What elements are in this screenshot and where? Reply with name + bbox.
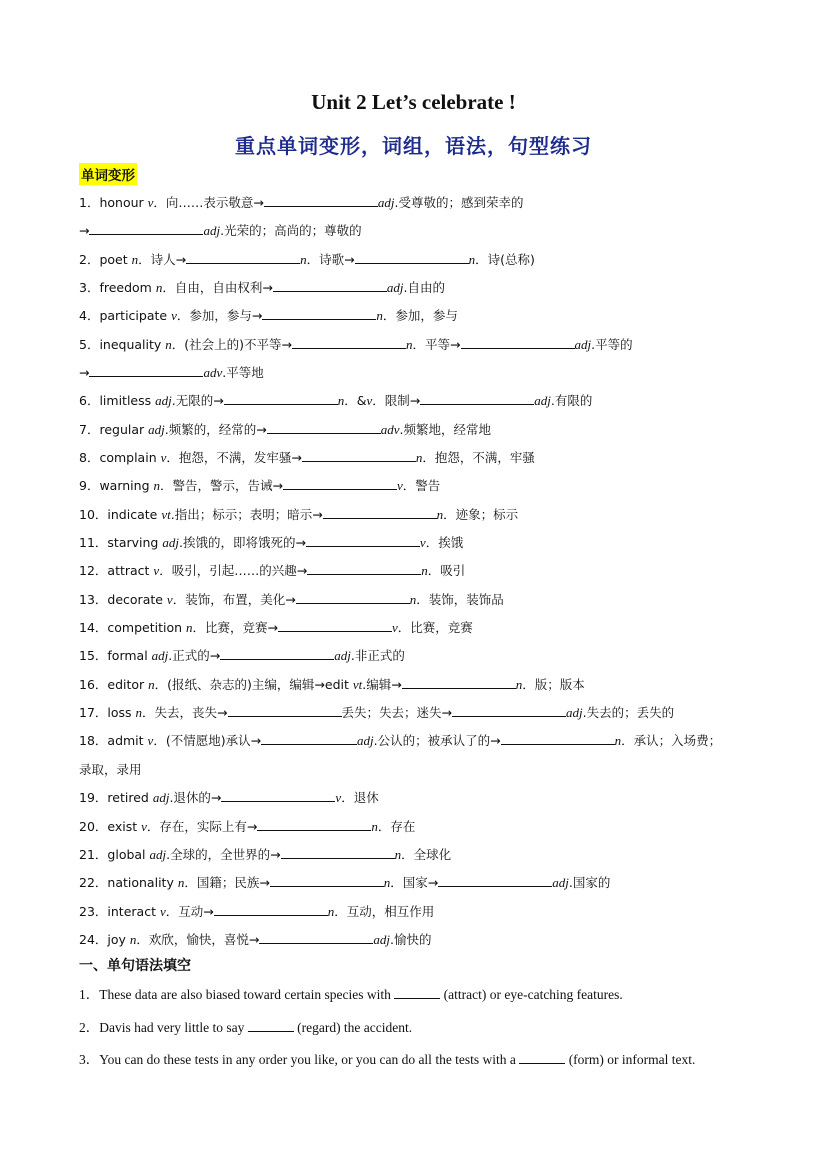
part-of-speech: adj	[155, 393, 172, 408]
answer-blank[interactable]	[264, 194, 378, 207]
row-text: 21．global	[79, 847, 150, 862]
answer-blank[interactable]	[278, 619, 392, 632]
row-text: .	[390, 932, 394, 947]
row-text: ．警告	[402, 478, 441, 493]
row-text: 23．interact	[79, 904, 160, 919]
part-of-speech: n	[436, 507, 444, 522]
row-text: 22．nationality	[79, 875, 178, 890]
row-text: .	[220, 223, 225, 238]
row-text: ．全球化	[401, 847, 452, 862]
exercise-hint: (regard) the accident.	[293, 1020, 413, 1035]
exercise-item	[79, 983, 623, 1003]
part-of-speech: n	[383, 875, 391, 890]
row-text: 18．admit	[79, 733, 148, 748]
answer-blank[interactable]	[438, 874, 552, 887]
row-text: ．国籍；民族→	[184, 875, 270, 890]
row-text: .	[568, 875, 573, 890]
part-of-speech: n	[300, 252, 307, 267]
answer-blank[interactable]	[402, 676, 516, 689]
answer-blank[interactable]	[259, 931, 373, 944]
part-of-speech: adj	[203, 223, 221, 238]
exercise-number: 2．	[79, 1020, 100, 1035]
part-of-speech: v	[419, 535, 426, 550]
page-title: Unit 2 Let’s celebrate !	[311, 90, 516, 114]
answer-blank[interactable]	[224, 392, 338, 405]
word-form-row-l17	[79, 704, 674, 722]
word-form-row-l9	[79, 477, 440, 495]
row-text: ．参加，参与	[382, 308, 458, 323]
row-text: 录取，录用	[79, 762, 142, 777]
row-text: .	[591, 337, 596, 352]
row-text: ．装饰，装饰品	[416, 592, 504, 607]
part-of-speech: n	[394, 847, 402, 862]
answer-blank[interactable]	[267, 421, 381, 434]
part-of-speech: n	[135, 705, 143, 720]
row-text: .	[394, 195, 399, 210]
part-of-speech: v	[147, 733, 154, 748]
word-form-row-l6	[79, 392, 592, 410]
row-text: .	[166, 847, 171, 862]
row-text: .	[550, 393, 555, 408]
word-form-row-l10	[79, 506, 518, 524]
answer-blank[interactable]	[270, 874, 384, 887]
row-text: ．迹象；标示	[443, 507, 519, 522]
word-form-row-l14	[79, 619, 473, 637]
part-of-speech: n	[515, 677, 523, 692]
row-text: ．挨饿	[425, 535, 464, 550]
row-text: 编辑→	[366, 677, 402, 692]
part-of-speech: n	[155, 280, 163, 295]
row-text: ．国家→	[390, 875, 439, 890]
exercise-text: Davis had very little to say	[99, 1020, 248, 1035]
row-text: ．平等→	[412, 337, 461, 352]
row-text: ．&	[344, 393, 367, 408]
row-text: ．(社会上的)不平等→	[171, 337, 293, 352]
row-text: 5．inequality	[79, 337, 166, 352]
word-form-row-l16	[79, 676, 585, 694]
answer-blank[interactable]	[248, 1019, 294, 1032]
part-of-speech: n	[177, 875, 185, 890]
part-of-speech: v	[147, 195, 154, 210]
answer-blank[interactable]	[283, 477, 397, 490]
row-text: 退休的→	[173, 790, 222, 805]
answer-blank[interactable]	[89, 222, 203, 235]
row-text: 非正式的	[354, 648, 405, 663]
row-text: 挨饿的，即将饿死的→	[182, 535, 306, 550]
row-text: 13．decorate	[79, 592, 167, 607]
part-of-speech: n	[327, 904, 335, 919]
row-text: 4．participate	[79, 308, 172, 323]
row-text: 光荣的；高尚的；尊敬的	[224, 223, 362, 238]
row-text: ．向……表示敬意→	[153, 195, 264, 210]
row-text: ．抱怨，不满，发牢骚→	[166, 450, 302, 465]
part-of-speech: v	[171, 308, 177, 323]
row-text: 16．editor	[79, 677, 149, 692]
part-of-speech: adj	[151, 648, 169, 663]
row-text: 3．freedom	[79, 280, 156, 295]
word-form-row-l7	[79, 421, 491, 439]
part-of-speech: n	[148, 677, 155, 692]
row-text: 公认的；被承认了的→	[377, 733, 501, 748]
row-text: ．(报纸、杂志的)主编，编辑→edit	[154, 677, 353, 692]
row-text: 无限的→	[175, 393, 224, 408]
row-text: 9．warning	[79, 478, 154, 493]
row-text: 愉快的	[394, 932, 432, 947]
answer-blank[interactable]	[257, 818, 371, 831]
page-subtitle: 重点单词变形，词组，语法，句型练习	[235, 134, 592, 158]
row-text: 20．exist	[79, 819, 142, 834]
part-of-speech: vt	[352, 677, 363, 692]
answer-blank[interactable]	[262, 307, 376, 320]
answer-blank[interactable]	[501, 732, 615, 745]
part-of-speech: adj	[377, 195, 395, 210]
row-text: ．抱怨，不满，牢骚	[422, 450, 535, 465]
row-text: ．吸引，引起……的兴趣→	[159, 563, 308, 578]
answer-blank[interactable]	[307, 562, 421, 575]
answer-blank[interactable]	[394, 986, 440, 999]
answer-blank[interactable]	[292, 336, 406, 349]
part-of-speech: n	[468, 252, 476, 267]
answer-blank[interactable]	[323, 506, 437, 519]
part-of-speech: adj	[566, 705, 583, 720]
part-of-speech: adj	[334, 648, 351, 663]
row-text: ．诗人→	[138, 252, 187, 267]
part-of-speech: v	[153, 563, 160, 578]
row-text: ．互动，相互作用	[334, 904, 435, 919]
row-text: 7．regular	[79, 422, 149, 437]
part-of-speech: n	[165, 337, 172, 352]
word-form-row-l4	[79, 307, 458, 325]
row-text: ．失去，丧失→	[142, 705, 228, 720]
part-of-speech: v	[159, 904, 166, 919]
word-form-row-l13	[79, 591, 504, 609]
row-text: .	[164, 422, 169, 437]
part-of-speech: n	[131, 252, 139, 267]
row-text: .	[582, 705, 587, 720]
row-text: ．警告，警示，告诫→	[159, 478, 283, 493]
section-heading-grammar: 一、单句语法填空	[79, 958, 191, 974]
answer-blank[interactable]	[306, 534, 420, 547]
exercise-item	[79, 1016, 412, 1036]
row-text: .	[222, 365, 227, 380]
answer-blank[interactable]	[220, 647, 334, 660]
row-text: .	[373, 733, 378, 748]
row-text: ．诗歌→	[306, 252, 355, 267]
row-text: ．限制→	[372, 393, 421, 408]
word-form-row-l3	[79, 279, 445, 297]
part-of-speech: n	[376, 308, 383, 323]
row-text: 失去的；丢失的	[586, 705, 675, 720]
row-text: ．退休	[341, 790, 379, 805]
part-of-speech: adv	[203, 365, 223, 380]
word-form-row-l20	[79, 818, 415, 836]
row-text: 19．retired	[79, 790, 153, 805]
part-of-speech: adj	[148, 422, 165, 437]
row-text: .	[362, 677, 367, 692]
part-of-speech: v	[141, 819, 147, 834]
row-text: 10．indicate	[79, 507, 162, 522]
exercise-hint: (form) or informal text.	[565, 1052, 696, 1067]
row-text: ．互动→	[165, 904, 214, 919]
row-text: 12．attract	[79, 563, 154, 578]
part-of-speech: n	[186, 620, 193, 635]
answer-blank[interactable]	[214, 903, 328, 916]
row-text: 24．joy	[79, 932, 130, 947]
part-of-speech: v	[396, 478, 403, 493]
word-form-row-l5b	[79, 364, 264, 382]
row-text: .	[178, 535, 183, 550]
exercise-item	[79, 1048, 695, 1068]
row-text: ．吸引	[427, 563, 466, 578]
part-of-speech: adj	[373, 932, 391, 947]
word-form-row-l12	[79, 562, 465, 580]
row-text: ．版；版本	[522, 677, 585, 692]
row-text: 平等地	[226, 365, 264, 380]
part-of-speech: n	[421, 563, 428, 578]
row-text: ．自由，自由权利→	[162, 280, 273, 295]
row-text: 受尊敬的；感到荣幸的	[398, 195, 524, 210]
part-of-speech: v	[366, 393, 373, 408]
row-text: 17．loss	[79, 705, 136, 720]
row-text: 指出；标示；表明；暗示→	[174, 507, 323, 522]
part-of-speech: n	[153, 478, 160, 493]
word-form-row-l21	[79, 846, 451, 864]
row-text: ．(不情愿地)承认→	[153, 733, 262, 748]
row-text: 自由的	[407, 280, 445, 295]
row-text: .	[171, 393, 176, 408]
word-form-row-l22	[79, 874, 610, 892]
exercise-hint: (attract) or eye-catching features.	[440, 987, 623, 1002]
answer-blank[interactable]	[461, 336, 575, 349]
row-text: ．比赛，竞赛→	[192, 620, 279, 635]
row-text: .	[350, 648, 355, 663]
part-of-speech: v	[392, 620, 398, 635]
row-text: →	[79, 223, 90, 238]
word-form-row-l19	[79, 789, 379, 807]
word-form-row-l1	[79, 194, 524, 212]
row-text: .	[170, 507, 175, 522]
answer-blank[interactable]	[355, 251, 469, 264]
row-text: 1．honour	[79, 195, 148, 210]
part-of-speech: adj	[552, 875, 569, 890]
word-form-row-l11	[79, 534, 463, 552]
row-text: 6．limitless	[79, 393, 156, 408]
row-text: ．存在，实际上有→	[146, 819, 258, 834]
part-of-speech: n	[337, 393, 345, 408]
row-text: .	[169, 790, 174, 805]
row-text: ．装饰，布置，美化→	[172, 592, 296, 607]
answer-blank[interactable]	[302, 449, 416, 462]
answer-blank[interactable]	[452, 704, 566, 717]
section-heading-word-forms: 单词变形	[79, 163, 137, 185]
word-form-row-l8	[79, 449, 535, 467]
row-text: .	[403, 280, 408, 295]
answer-blank[interactable]	[186, 251, 300, 264]
answer-blank[interactable]	[261, 732, 357, 745]
exercise-number: 1．	[79, 987, 100, 1002]
row-text: →	[79, 365, 90, 380]
row-text: 15．formal	[79, 648, 152, 663]
answer-blank[interactable]	[228, 704, 342, 717]
part-of-speech: v	[160, 450, 167, 465]
row-text: 频繁地，经常地	[403, 422, 491, 437]
answer-blank[interactable]	[281, 846, 395, 859]
row-text: ．承认；入场费；	[621, 733, 722, 748]
answer-blank[interactable]	[420, 392, 534, 405]
row-text: 8．complain	[79, 450, 161, 465]
row-text: ．存在	[377, 819, 416, 834]
part-of-speech: n	[614, 733, 622, 748]
word-form-row-l18	[79, 732, 721, 750]
row-text: 丢失；失去；迷失→	[341, 705, 452, 720]
answer-blank[interactable]	[221, 789, 335, 802]
answer-blank[interactable]	[273, 279, 387, 292]
part-of-speech: n	[406, 337, 413, 352]
word-form-row-l1b	[79, 222, 362, 240]
part-of-speech: adj	[162, 535, 179, 550]
row-text: 正式的→	[172, 648, 221, 663]
part-of-speech: n	[409, 592, 417, 607]
part-of-speech: adv	[380, 422, 400, 437]
answer-blank[interactable]	[519, 1051, 565, 1064]
exercise-number: 3．	[79, 1052, 100, 1067]
exercise-text: You can do these tests in any order you like, or you can do all the tests with a	[99, 1052, 520, 1067]
row-text: 有限的	[554, 393, 593, 408]
row-text: .	[399, 422, 404, 437]
part-of-speech: n	[371, 819, 378, 834]
part-of-speech: adj	[534, 393, 551, 408]
answer-blank[interactable]	[296, 591, 410, 604]
word-form-row-l24	[79, 931, 432, 949]
part-of-speech: vt	[161, 507, 171, 522]
exercise-text: These data are also biased toward certain species with	[99, 987, 395, 1002]
word-form-row-l5	[79, 336, 633, 354]
part-of-speech: adj	[357, 733, 374, 748]
part-of-speech: n	[415, 450, 423, 465]
part-of-speech: adj	[152, 790, 170, 805]
row-text: 14．competition	[79, 620, 187, 635]
row-text: ．诗(总称)	[475, 252, 535, 267]
row-text: 平等的	[595, 337, 633, 352]
word-form-row-l23	[79, 903, 434, 921]
part-of-speech: v	[166, 592, 173, 607]
row-text: ．欢欣，愉快，喜悦→	[136, 932, 260, 947]
row-text: 全球的，全世界的→	[170, 847, 281, 862]
part-of-speech: adj	[574, 337, 592, 352]
row-text: ．比赛，竞赛	[397, 620, 473, 635]
row-text: 频繁的，经常的→	[168, 422, 267, 437]
part-of-speech: v	[335, 790, 342, 805]
answer-blank[interactable]	[89, 364, 203, 377]
word-form-row-l2	[79, 251, 535, 269]
part-of-speech: adj	[149, 847, 167, 862]
row-text: 2．poet	[79, 252, 132, 267]
row-text: 11．starving	[79, 535, 163, 550]
word-form-row-l18b	[79, 761, 142, 779]
part-of-speech: adj	[386, 280, 404, 295]
word-form-row-l15	[79, 647, 405, 665]
row-text: .	[168, 648, 173, 663]
part-of-speech: n	[129, 932, 137, 947]
row-text: ．参加，参与→	[176, 308, 263, 323]
row-text: 国家的	[572, 875, 611, 890]
